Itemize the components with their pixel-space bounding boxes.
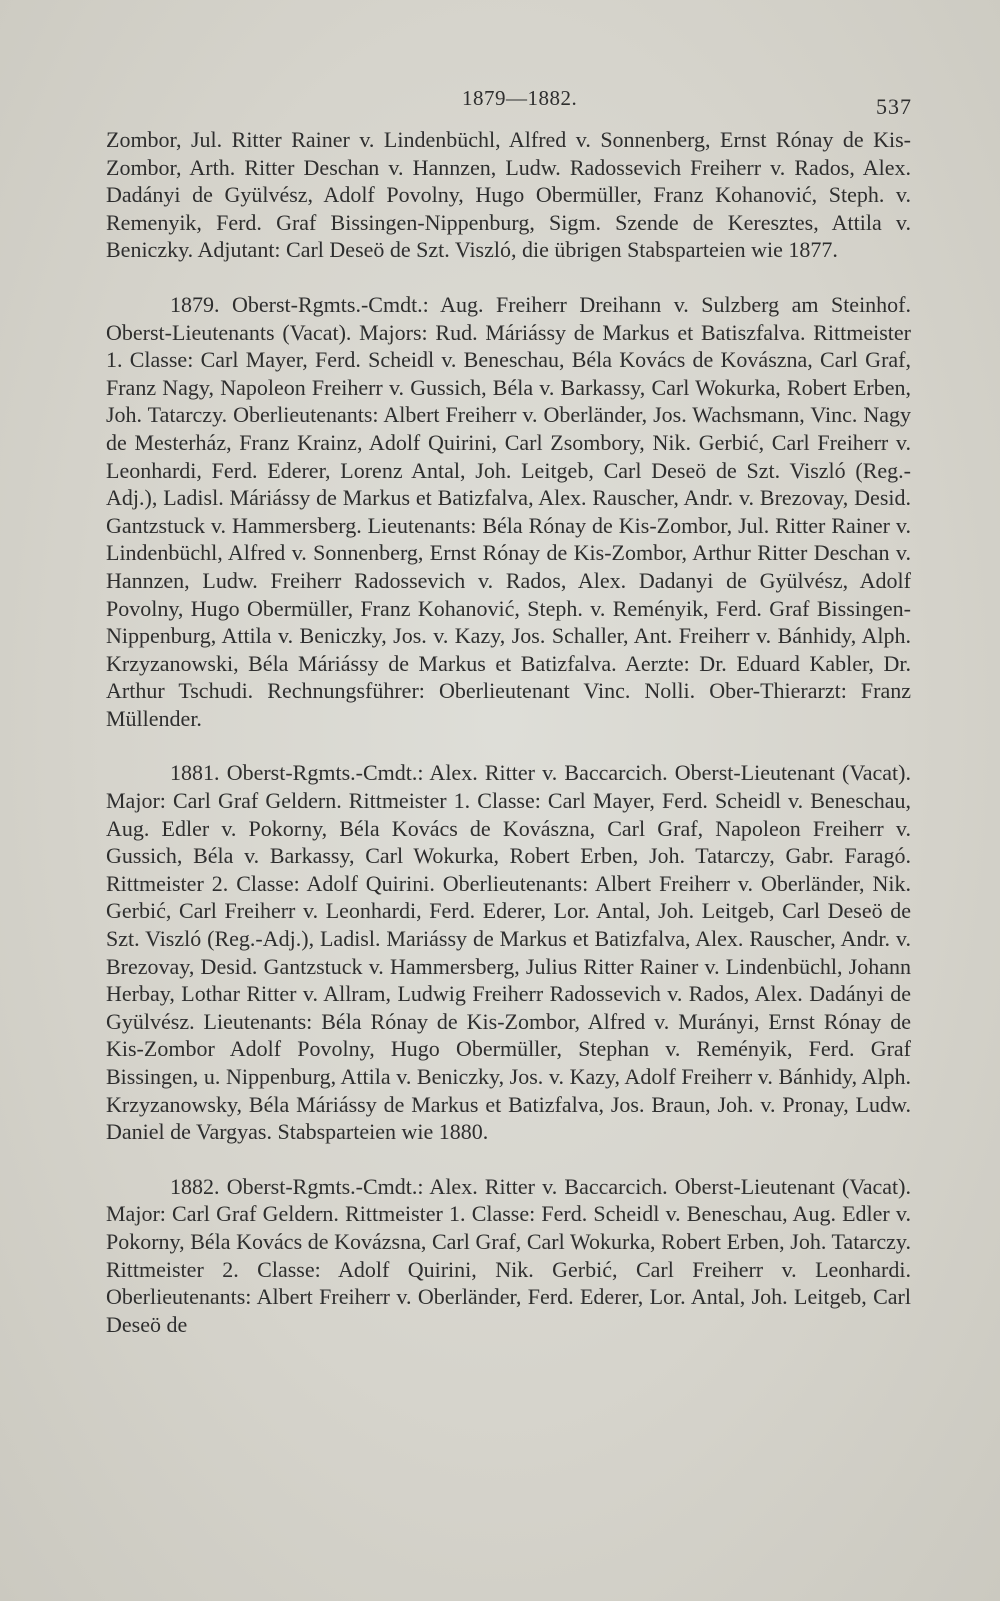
paragraph-1881 (106, 759, 911, 1145)
page-number: 537 (876, 94, 912, 119)
paragraph-1882 (106, 1173, 911, 1339)
paragraph-text: Oberst-Rgmts.-Cmdt.: Aug. Freiherr Dreihann v. Sulzberg am Steinhof. Oberst-Lieutenants (Vacat). Majors: Rud. Máriássy de Markus et Batiszfalva. Rittmeister 1. Classe: Carl Mayer, Ferd. Scheidl v. Beneschau, Béla Kovács de Kovászna, Carl Graf, Franz Nagy, Napoleon Freiherr v. Gussich, Béla v. Barkassy, Carl Wokurka, Robert Erben, Joh. Tatarczy. Oberlieutenants: Albert Freiherr v. Oberländer, Jos. Wachsmann, Vinc. Nagy de Mesterház, Franz Krainz, Adolf Quirini, Carl Zsombory, Nik. Gerbić, Carl Freiherr v. Leonhardi, Ferd. Ederer, Lorenz Antal, Joh. Leitgeb, Carl Deseö de Szt. Viszló (Reg.-Adj.), Ladisl. Máriássy de Markus et Batizfalva, Alex. Rauscher, Andr. v. Brezovay, Desid. Gantzstuck v. Hammersberg. Lieutenants: Béla Rónay de Kis-Zombor, Jul. Ritter Rainer v. Lindenbüchl, Alfred v. Sonnenberg, Ernst Rónay de Kis-Zombor, Arthur Ritter Deschan v. Hannzen, Ludw. Freiherr Radossevich v. Rados, Alex. Dadanyi de Gyülvész, Adolf Povolny, Hugo Obermüller, Franz Kohanović, Steph. v. Reményik, Ferd. Graf Bissingen-Nippenburg, Attila v. Beniczky, Jos. v. Kazy, Jos. Schaller, Ant. Freiherr v. Bánhidy, Alph. Krzyzanowski, Béla Máriássy de Markus et Batizfalva. Aerzte: Dr. Eduard Kabler, Dr. Arthur Tschudi. Rechnungsführer: Oberlieutenant Vinc. Nolli. Ober-Thierarzt: Franz Müllender. (106, 291, 912, 731)
running-head-years: 1879—1882. (462, 86, 578, 110)
running-head (0, 80, 1000, 120)
paragraph-year: 1879. (170, 291, 220, 317)
paragraph-1879 (106, 291, 911, 733)
body-text (106, 126, 911, 1338)
paragraph-year: 1882. (170, 1173, 220, 1199)
paragraph-text: Oberst-Rgmts.-Cmdt.: Alex. Ritter v. Baccarcich. Oberst-Lieutenant (Vacat). Major: Carl Graf Geldern. Rittmeister 1. Classe: Ferd. Scheidl v. Beneschau, Aug. Edler v. Pokorny, Béla Kovács de Kovázsna, Carl Graf, Carl Wokurka, Robert Erben, Joh. Tatarczy. Rittmeister 2. Classe: Adolf Quirini, Nik. Gerbić, Carl Freiherr v. Leonhardi. Oberlieutenants: Albert Freiherr v. Oberländer, Ferd. Ederer, Lor. Antal, Joh. Leitgeb, Carl Deseö de (106, 1173, 912, 1337)
paragraph-year: 1881. (170, 760, 220, 786)
paragraph-text: Oberst-Rgmts.-Cmdt.: Alex. Ritter v. Baccarcich. Oberst-Lieutenant (Vacat). Major: Carl Graf Geldern. Rittmeister 1. Classe: Carl Mayer, Ferd. Scheidl v. Beneschau, Aug. Edler v. Pokorny, Béla Kovács de Kovászna, Carl Graf, Napoleon Freiherr v. Gussich, Béla v. Barkassy, Carl Wokurka, Robert Erben, Joh. Tatarczy, Gabr. Faragó. Rittmeister 2. Classe: Adolf Quirini. Oberlieutenants: Albert Freiherr v. Oberländer, Nik. Gerbić, Carl Freiherr v. Leonhardi, Ferd. Ederer, Lor. Antal, Joh. Leitgeb, Carl Deseö de Szt. Viszló (Reg.-Adj.), Ladisl. Mariássy de Markus et Batizfalva, Alex. Rauscher, Andr. v. Brezovay, Desid. Gantzstuck v. Hammersberg, Julius Ritter Rainer v. Lindenbüchl, Johann Herbay, Lothar Ritter v. Allram, Ludwig Freiherr Radossevich v. Rados, Alex. Dadányi de Gyülvész. Lieutenants: Béla Rónay de Kis-Zombor, Alfred v. Murányi, Ernst Rónay de Kis-Zombor Adolf Povolny, Hugo Obermüller, Stephan v. Reményik, Ferd. Graf Bissingen, u. Nippenburg, Attila v. Beniczky, Jos. v. Kazy, Adolf Freiherr v. Bánhidy, Alph. Krzyzanowsky, Béla Máriássy de Markus et Batizfalva, Jos. Braun, Joh. v. Pronay, Ludw. Daniel de Vargyas. Stabsparteien wie 1880. (106, 760, 912, 1145)
paragraph-continuation (106, 126, 911, 264)
paragraph-text: Zombor, Jul. Ritter Rainer v. Lindenbüchl, Alfred v. Sonnenberg, Ernst Rónay de Kis-Zombor, Arth. Ritter Deschan v. Hannzen, Ludw. Radossevich Freiherr v. Rados, Alex. Dadányi de Gyülvész, Adolf Povolny, Hugo Obermüller, Franz Kohanović, Steph. v. Remenyik, Ferd. Graf Bissingen-Nippenburg, Sigm. Szende de Keresztes, Attila v. Beniczky. Adjutant: Carl Deseö de Szt. Viszló, die übrigen Stabsparteien wie 1877. (106, 127, 911, 263)
